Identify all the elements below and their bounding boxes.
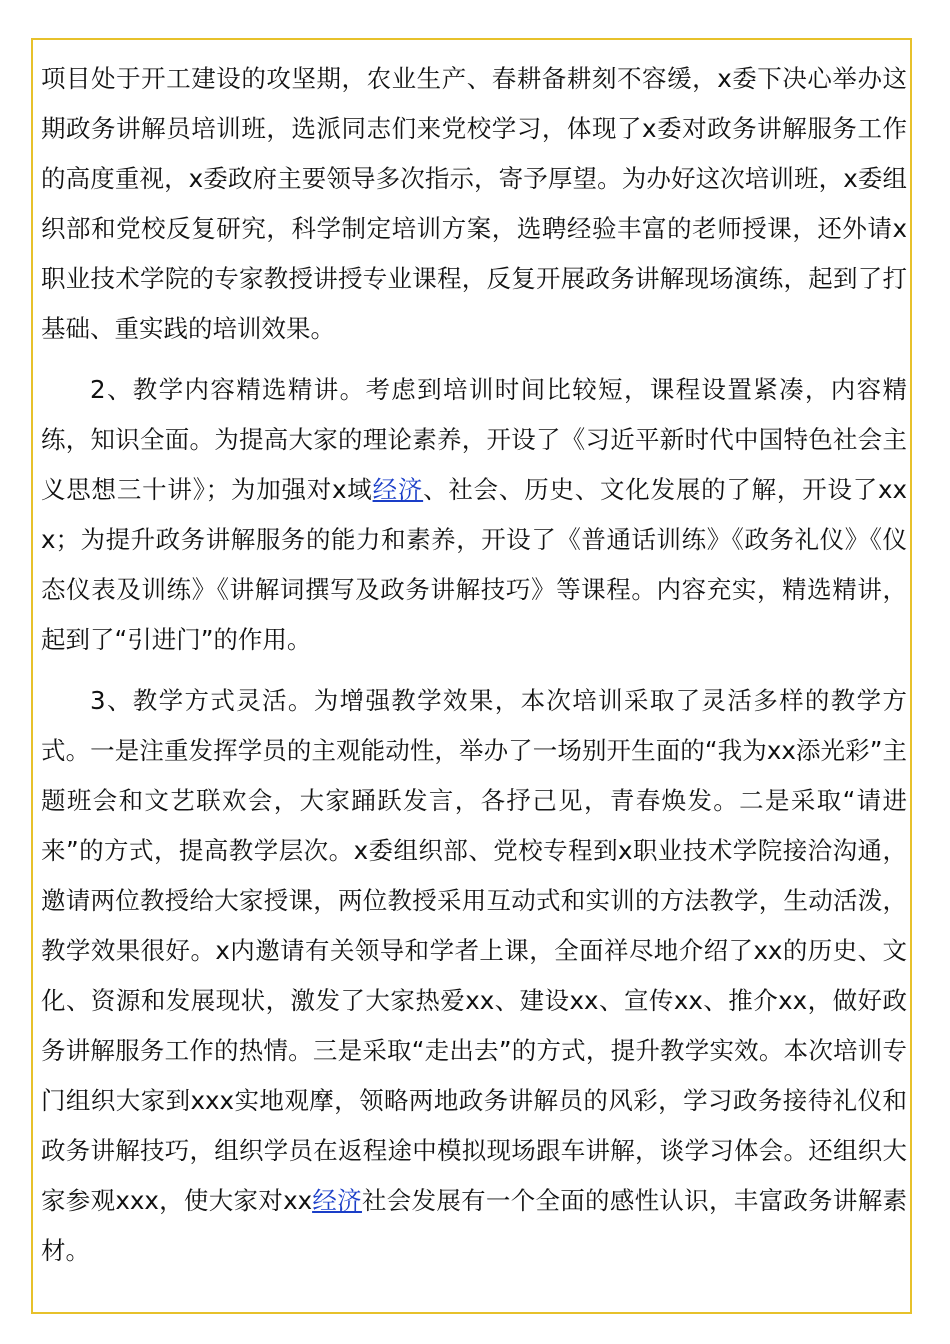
paragraph-text: 、社会、历史、文化发展的了解，开设了xxx；为提升政务讲解服务的能力和素养，开设了《普通话训练》《政务礼仪》《仪态仪表及训练》《讲解词撰写及政务讲解技巧》等课程。内容充实，精选精讲，起到了“引进门”的作用。	[41, 475, 908, 654]
paragraph-teaching-methods	[41, 676, 907, 1276]
paragraph-text: 3、教学方式灵活。为增强教学效果，本次培训采取了灵活多样的教学方式。一是注重发挥学员的主观能动性，举办了一场别开生面的“我为xx添光彩”主题班会和文艺联欢会，大家踊跃发言，各抒己见，青春焕发。二是采取“请进来”的方式，提高教学层次。x委组织部、党校专程到x职业技术学院接洽沟通，邀请两位教授给大家授课，两位教授采用互动式和实训的方法教学，生动活泼，教学效果很好。x内邀请有关领导和学者上课，全面祥尽地介绍了xx的历史、文化、资源和发展现状，激发了大家热爱xx、建设xx、宣传xx、推介xx，做好政务讲解服务工作的热情。三是采取“走出去”的方式，提升教学实效。本次培训专门组织大家到xxx实地观摩，领略两地政务讲解员的风彩，学习政务接待礼仪和政务讲解技巧，组织学员在返程途中模拟现场跟车讲解，谈学习体会。还组织大家参观xxx，使大家对xx	[41, 686, 907, 1215]
economy-link[interactable]: 经济	[312, 1186, 362, 1215]
paragraph-teaching-content	[41, 365, 907, 665]
document-body	[41, 54, 907, 1276]
paragraph-text: 社会发展有一个全面的感性认识，丰富政务讲解素材。	[41, 1186, 908, 1265]
economy-link[interactable]: 经济	[372, 475, 424, 504]
paragraph-text: 2、教学内容精选精讲。考虑到培训时间比较短，课程设置紧凑，内容精练，知识全面。为提高大家的理论素养，开设了《习近平新时代中国特色社会主义思想三十讲》；为加强对x域	[41, 375, 907, 504]
page-border-frame	[31, 38, 912, 1314]
paragraph-text: 项目处于开工建设的攻坚期，农业生产、春耕备耕刻不容缓，x委下决心举办这期政务讲解员培训班，选派同志们来党校学习，体现了x委对政务讲解服务工作的高度重视，x委政府主要领导多次指示，寄予厚望。为办好这次培训班，x委组织部和党校反复研究，科学制定培训方案，选聘经验丰富的老师授课，还外请x职业技术学院的专家教授讲授专业课程，反复开展政务讲解现场演练，起到了打基础、重实践的培训效果。	[41, 64, 907, 343]
paragraph-continuation	[41, 54, 907, 354]
